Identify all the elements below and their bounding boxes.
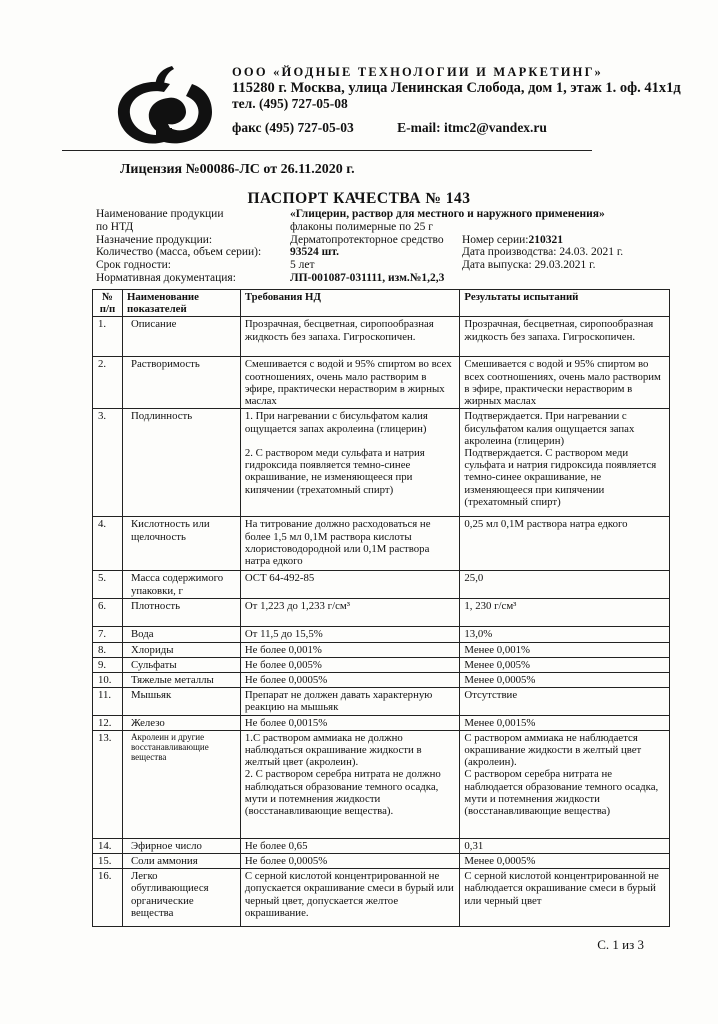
purpose-label: Назначение продукции: — [96, 233, 213, 246]
row-res: 0,25 мл 0,1М раствора натра едкого — [460, 517, 670, 571]
document-title: ПАСПОРТ КАЧЕСТВА № 143 — [247, 190, 471, 207]
row-num: 10. — [93, 673, 123, 688]
row-req: С серной кислотой концентрированной не допускается окрашивание смеси в бурый или черный цвет, допускается желтое окрашивание. — [240, 869, 460, 927]
table-row — [93, 688, 670, 715]
row-num: 9. — [93, 657, 123, 672]
row-req: Смешивается с водой и 95% спиртом во всех соотношениях, очень мало растворим в эфире, практически нерастворим в жирных маслах — [240, 357, 460, 409]
page-number: С. 1 из 3 — [597, 937, 644, 952]
row-res: Отсутствие — [460, 688, 670, 715]
row-param: Масса содержимого упаковки, г — [122, 571, 240, 599]
table-row — [93, 627, 670, 642]
row-req: Не более 0,005% — [240, 657, 460, 672]
row-req: От 11,5 до 15,5% — [240, 627, 460, 642]
row-param: Соли аммония — [122, 854, 240, 869]
company-header — [232, 64, 702, 112]
row-num: 2. — [93, 357, 123, 409]
row-req: Не более 0,0005% — [240, 854, 460, 869]
row-param: Плотность — [122, 599, 240, 627]
ntd-label: по НТД — [96, 220, 134, 233]
row-num: 13. — [93, 730, 123, 838]
row-param: Сульфаты — [122, 657, 240, 672]
row-res: Прозрачная, бесцветная, сиропообразная жидкость без запаха. Гигроскопичен. — [460, 317, 670, 357]
table-row — [93, 869, 670, 927]
company-phone: тел. (495) 727-05-08 — [232, 96, 348, 111]
row-req: На титрование должно расходоваться не более 1,5 мл 0,1М раствора кислоты хлористоводородной или 0,1М раствора натра едкого — [240, 517, 460, 571]
row-param: Описание — [122, 317, 240, 357]
table-row — [93, 657, 670, 672]
row-res: Подтверждается. При нагревании с бисульфатом калия ощущается запах акролеина (глицерин) Подтверждается. С раствором меди сульфата и натрия гидроксида появляется темно-синее окрашивание, не изменяющееся при кипячении (трехатомный спирт) — [460, 409, 670, 517]
company-contacts — [232, 120, 547, 136]
row-res: С серной кислотой концентрированной не наблюдается окрашивание смеси в бурый или черный цвет — [460, 869, 670, 927]
row-res: Менее 0,0015% — [460, 715, 670, 730]
row-param: Тяжелые металлы — [122, 673, 240, 688]
row-num: 14. — [93, 838, 123, 853]
row-num: 8. — [93, 642, 123, 657]
row-param: Вода — [122, 627, 240, 642]
row-num: 1. — [93, 317, 123, 357]
row-req: Прозрачная, бесцветная, сиропообразная жидкость без запаха. Гигроскопичен. — [240, 317, 460, 357]
shelf-life-value: 5 лет — [290, 259, 315, 272]
row-res: Менее 0,005% — [460, 657, 670, 672]
row-num: 3. — [93, 409, 123, 517]
production-date: Дата производства: 24.03. 2021 г. — [462, 246, 624, 259]
table-row — [93, 715, 670, 730]
row-req: 1. При нагревании с бисульфатом калия ощущается запах акролеина (глицерин) 2. С раствором меди сульфата и натрия гидроксида появляется темно-синее окрашивание, не изменяющееся при кипячении (трехатомный спирт) — [240, 409, 460, 517]
quality-table — [92, 289, 670, 927]
quantity-label: Количество (масса, объем серии): — [96, 246, 262, 259]
header-results: Результаты испытаний — [460, 290, 670, 317]
table-row — [93, 317, 670, 357]
row-req: Не более 0,0005% — [240, 673, 460, 688]
row-param: Кислотность или щелочность — [122, 517, 240, 571]
table-row — [93, 838, 670, 853]
row-req: От 1,223 до 1,233 г/см³ — [240, 599, 460, 627]
row-req: Не более 0,65 — [240, 838, 460, 853]
header-requirements: Требования НД — [240, 290, 460, 317]
row-param: Эфирное число — [122, 838, 240, 853]
row-num: 6. — [93, 599, 123, 627]
row-num: 12. — [93, 715, 123, 730]
license-line: Лицензия №00086-ЛС от 26.11.2020 г. — [120, 162, 355, 177]
shelf-life-label: Срок годности: — [96, 259, 172, 272]
row-param: Подлинность — [122, 409, 240, 517]
quantity-value: 93524 шт. — [290, 246, 339, 259]
row-res: 25,0 — [460, 571, 670, 599]
table-row — [93, 730, 670, 838]
table-row — [93, 673, 670, 688]
series-label: Номер серии: — [462, 233, 529, 246]
row-res: 0,31 — [460, 838, 670, 853]
company-email: E-mail: itmc2@vandex.ru — [397, 120, 547, 135]
normative-doc-value: ЛП-001087-031111, изм.№1,2,3 — [290, 271, 445, 284]
header-num: № п/п — [93, 290, 123, 317]
table-row — [93, 854, 670, 869]
row-req: Не более 0,0015% — [240, 715, 460, 730]
row-num: 4. — [93, 517, 123, 571]
ntd-value: флаконы полимерные по 25 г — [290, 220, 434, 233]
row-param: Хлориды — [122, 642, 240, 657]
row-req: Препарат не должен давать характерную реакцию на мышьяк — [240, 688, 460, 715]
row-res: Менее 0,001% — [460, 642, 670, 657]
row-param: Легко обугливающиеся органические вещества — [122, 869, 240, 927]
row-res: Менее 0,0005% — [460, 854, 670, 869]
row-param: Железо — [122, 715, 240, 730]
company-logo-icon — [112, 62, 218, 148]
row-res: Менее 0,0005% — [460, 673, 670, 688]
product-name-value: «Глицерин, раствор для местного и наружного применения» — [290, 208, 605, 220]
row-res: Смешивается с водой и 95% спиртом во всех соотношениях, очень мало растворим в эфире, практически нерастворим в жирных маслах — [460, 357, 670, 409]
company-address: 115280 г. Москва, улица Ленинская Слобода, дом 1, этаж 1. оф. 41х1д — [232, 80, 681, 96]
row-res: 13,0% — [460, 627, 670, 642]
company-name: ООО «ЙОДНЫЕ ТЕХНОЛОГИИ И МАРКЕТИНГ» — [232, 65, 603, 79]
row-res: 1, 230 г/см³ — [460, 599, 670, 627]
row-num: 15. — [93, 854, 123, 869]
company-fax: факс (495) 727-05-03 — [232, 120, 354, 135]
table-row — [93, 357, 670, 409]
row-num: 11. — [93, 688, 123, 715]
row-param: Мышьяк — [122, 688, 240, 715]
table-header-row — [93, 290, 670, 317]
table-row — [93, 409, 670, 517]
header-name: Наименование показателей — [122, 290, 240, 317]
table-row — [93, 642, 670, 657]
row-req: 1.С раствором аммиака не должно наблюдаться окрашивание жидкости в желтый цвет (акролеин). 2. С раствором серебра нитрата не должно наблюдаться образование темного осадка, мути и потемнения жидкости (восстанавливающие вещества). — [240, 730, 460, 838]
row-num: 5. — [93, 571, 123, 599]
header-divider — [62, 150, 592, 151]
row-param: Акролеин и другие восстанавливающие вещества — [122, 730, 240, 838]
release-date: Дата выпуска: 29.03.2021 г. — [462, 259, 596, 272]
row-num: 7. — [93, 627, 123, 642]
table-row — [93, 599, 670, 627]
product-info — [96, 208, 696, 285]
row-param: Растворимость — [122, 357, 240, 409]
product-name-label: Наименование продукции — [96, 208, 224, 220]
series-value: 210321 — [528, 233, 563, 246]
normative-doc-label: Нормативная документация: — [96, 271, 236, 284]
table-row — [93, 571, 670, 599]
row-num: 16. — [93, 869, 123, 927]
purpose-value: Дерматопротекторное средство — [290, 233, 444, 246]
row-req: Не более 0,001% — [240, 642, 460, 657]
row-req: ОСТ 64-492-85 — [240, 571, 460, 599]
table-row — [93, 517, 670, 571]
row-res: С раствором аммиака не наблюдается окрашивание жидкости в желтый цвет (акролеин). С раствором серебра нитрата не наблюдается образование темного осадка, мути и потемнения жидкости (восстанавливающие вещества) — [460, 730, 670, 838]
